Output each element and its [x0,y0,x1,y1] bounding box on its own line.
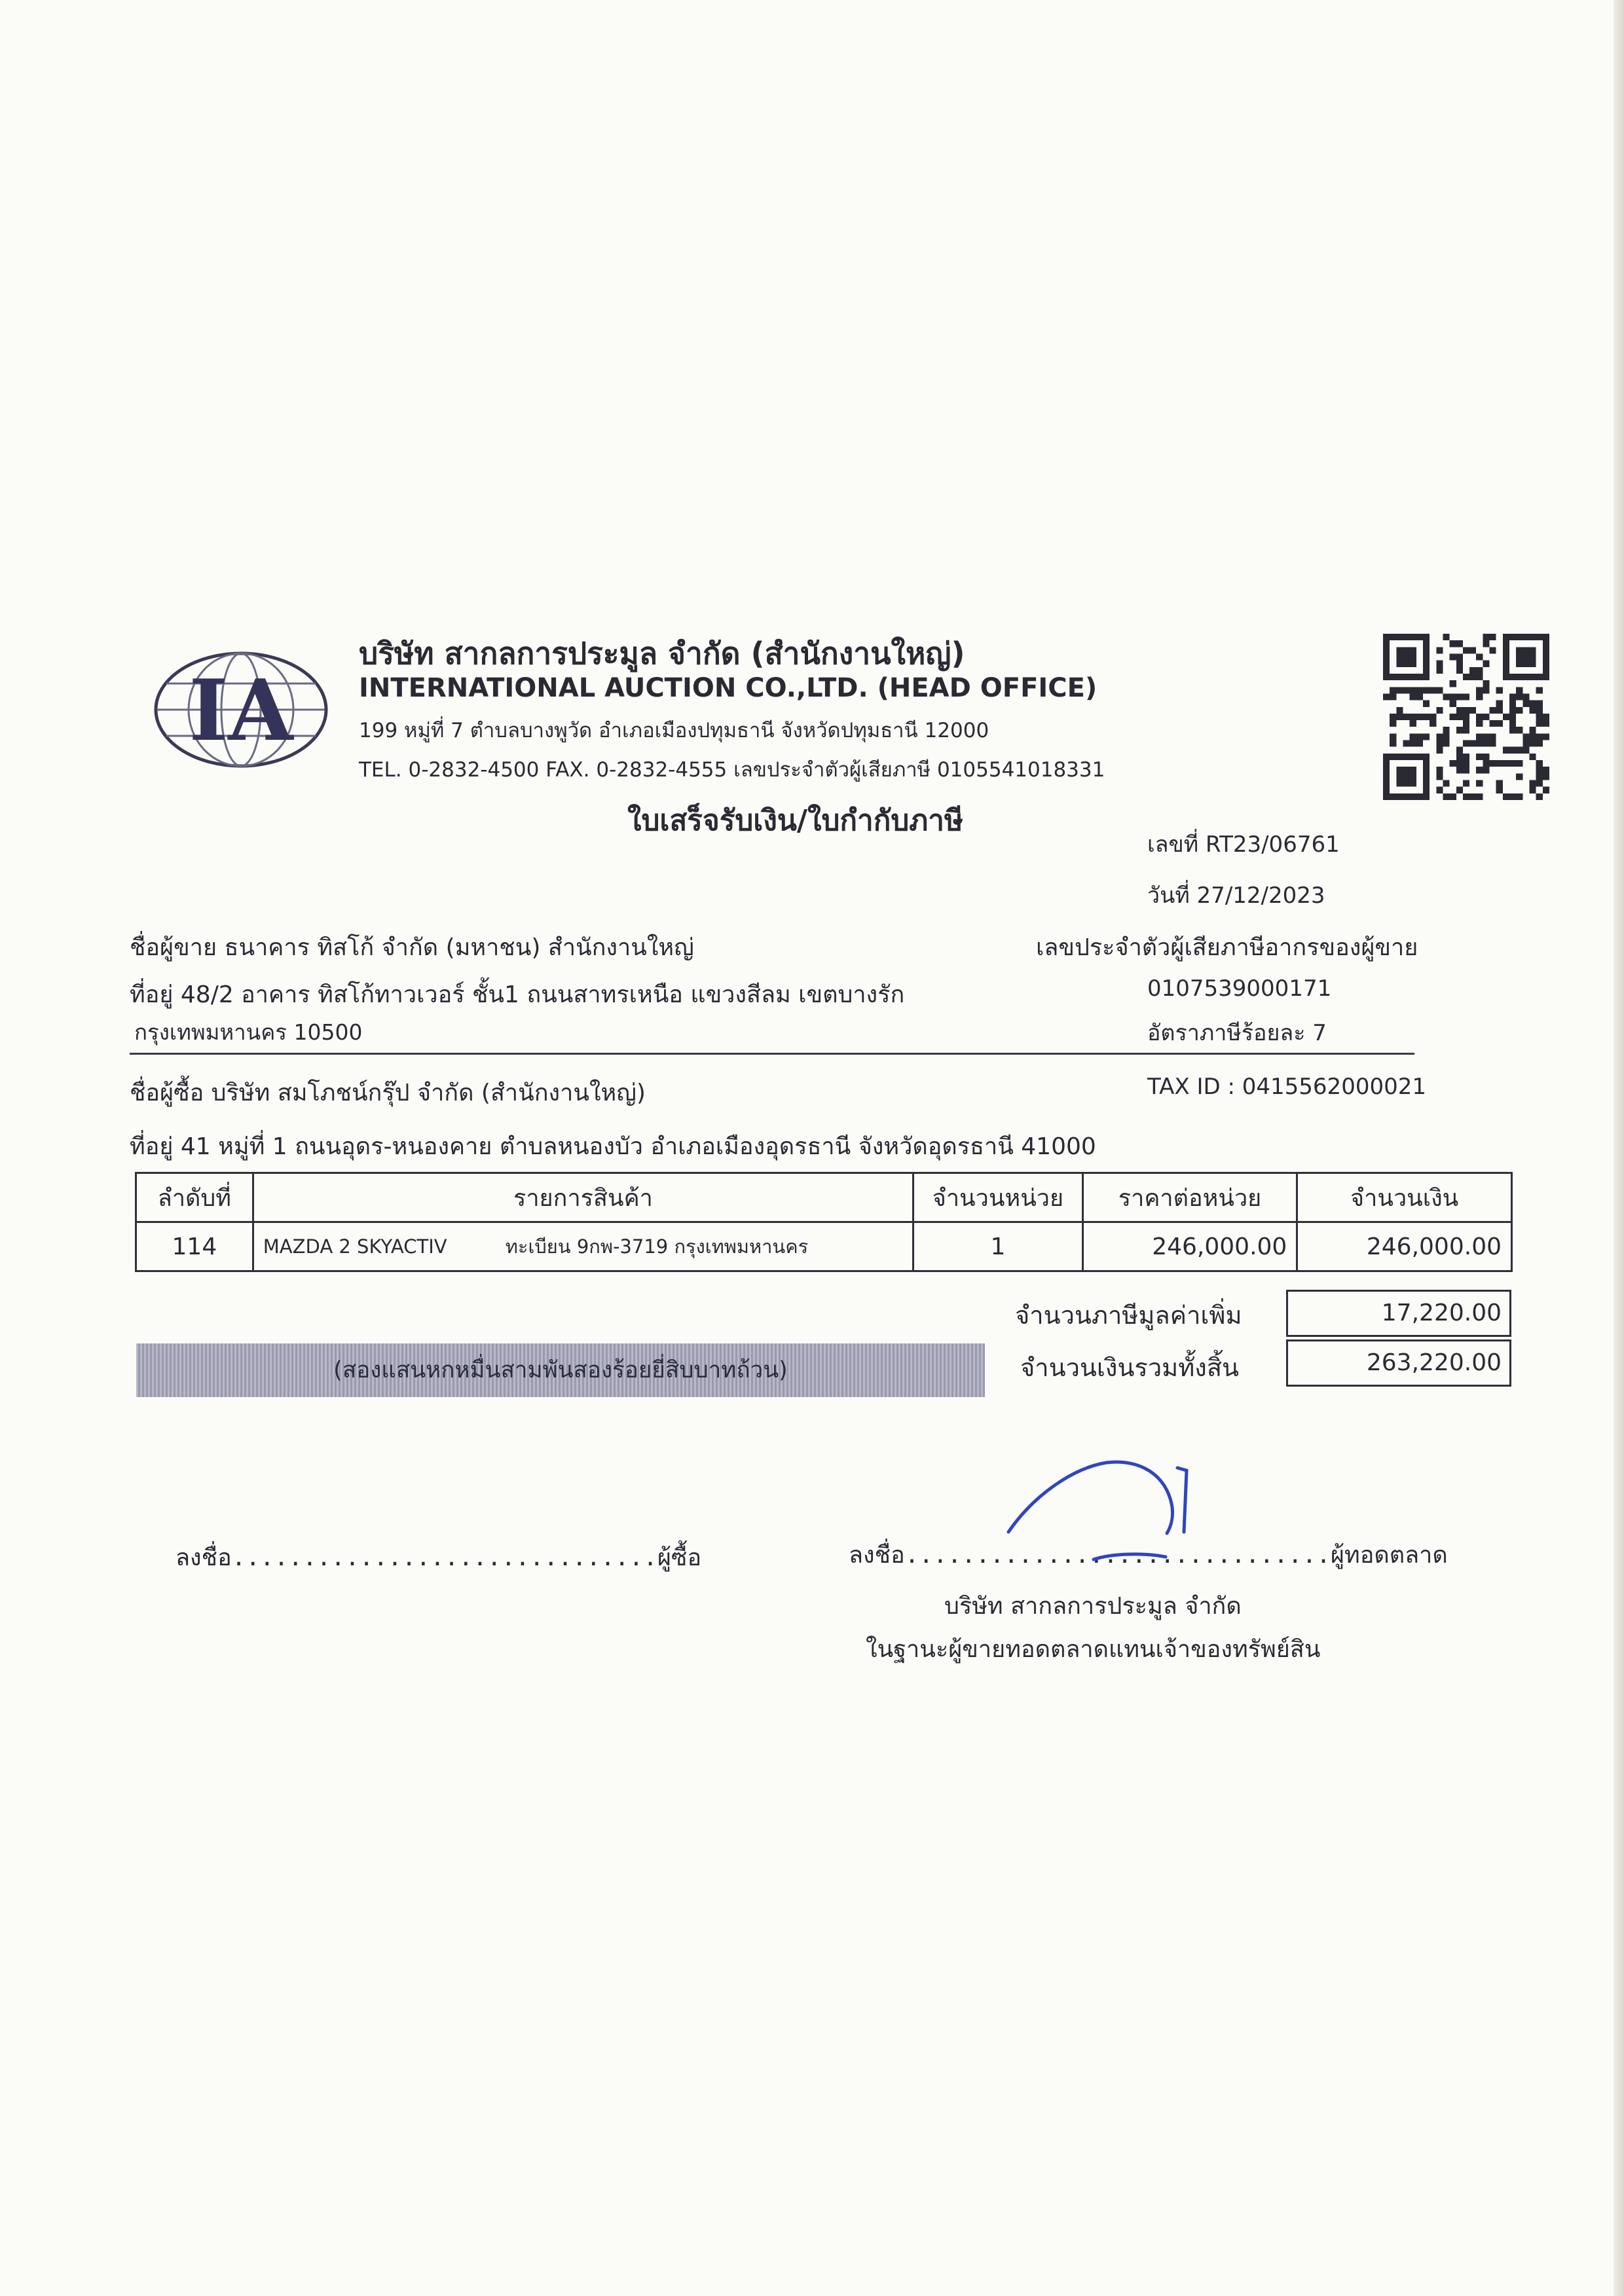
table-header-row [136,1173,1512,1222]
company-name-english: INTERNATIONAL AUCTION CO.,LTD. (HEAD OFFICE) [359,673,1098,703]
row-model: MAZDA 2 SKYACTIV [263,1235,447,1258]
company-address: 199 หมู่ที่ 7 ตำบลบางพูวัด อำเภอเมืองปทุมธานี จังหวัดปทุมธานี 12000 [359,719,989,742]
row-description [253,1222,913,1271]
header-quantity: จำนวนหน่วย [913,1173,1083,1222]
total-label: จำนวนเงินรวมทั้งสิ้น [1020,1353,1239,1382]
vat-amount: 17,220.00 [1286,1290,1511,1337]
seller-capacity: ในฐานะผู้ขายทอดตลาดแทนเจ้าของทรัพย์สิน [866,1636,1321,1663]
total-amount: 263,220.00 [1286,1339,1511,1387]
buyer-sign-prefix: ลงชื่อ [175,1544,232,1571]
handwritten-signature [995,1455,1205,1566]
buyer-name: ชื่อผู้ซื้อ บริษัท สมโภชน์กรุ๊ป จำกัด (สำนักงานใหญ่) [130,1080,646,1106]
company-name-thai: บริษัท สากลการประมูล จำกัด (สำนักงานใหญ่) [359,636,965,671]
document-title: ใบเสร็จรับเงิน/ใบกำกับภาษี [627,804,964,837]
vat-rate: อัตราภาษีร้อยละ 7 [1147,1020,1327,1046]
seller-tax-label: เลขประจำตัวผู้เสียภาษีอากรของผู้ขาย [1036,934,1418,961]
header-description: รายการสินค้า [253,1173,913,1222]
seller-role: ผู้ทอดตลาด [1330,1542,1448,1569]
buyer-signature-line [175,1539,701,1576]
seller-sign-prefix: ลงชื่อ [849,1542,905,1569]
header-no: ลำดับที่ [136,1173,253,1222]
company-contact: TEL. 0-2832-4500 FAX. 0-2832-4555 เลขประจำตัวผู้เสียภาษี 0105541018331 [359,758,1105,782]
header-amount: จำนวนเงิน [1297,1173,1512,1222]
header-unit-price: ราคาต่อหน่วย [1082,1173,1297,1222]
amount-in-words: (สองแสนหกหมื่นสามพันสองร้อยยี่สิบบาทถ้วน) [136,1343,985,1397]
seller-address-line2: กรุงเทพมหานคร 10500 [134,1019,363,1045]
page-edge [1614,0,1624,2296]
seller-address-line1: ที่อยู่ 48/2 อาคาร ทิสโก้ทาวเวอร์ ชั้น1 ถนนสาทรเหนือ แขวงสีลม เขตบางรัก [130,981,905,1008]
seller-name: ชื่อผู้ขาย ธนาคาร ทิสโก้ จำกัด (มหาชน) สำนักงานใหญ่ [130,934,694,961]
vat-label: จำนวนภาษีมูลค่าเพิ่ม [1015,1301,1242,1330]
divider [130,1053,1414,1055]
buyer-sign-dots: .............................. [231,1544,657,1571]
buyer-tax-id: TAX ID : 0415562000021 [1147,1074,1426,1100]
row-plate: ทะเบียน 9กพ-3719 กรุงเทพมหานคร [505,1235,809,1258]
row-unit-price: 246,000.00 [1082,1222,1297,1271]
row-no: 114 [136,1222,253,1271]
items-table [135,1172,1513,1272]
qr-code-icon [1383,634,1549,800]
seller-company: บริษัท สากลการประมูล จำกัด [944,1593,1242,1620]
document-date: วันที่ 27/12/2023 [1147,883,1325,909]
row-quantity: 1 [913,1222,1083,1271]
seller-sign-dots: .............................. [904,1542,1331,1569]
row-amount: 246,000.00 [1297,1222,1512,1271]
table-row [136,1222,1512,1271]
document-number: เลขที่ RT23/06761 [1147,831,1340,858]
seller-tax-id: 0107539000171 [1147,975,1332,1002]
globe-logo-icon [152,649,330,770]
logo-lettering: IA [189,662,293,760]
buyer-role: ผู้ซื้อ [657,1544,702,1571]
buyer-address: ที่อยู่ 41 หมู่ที่ 1 ถนนอุดร-หนองคาย ตำบลหนองบัว อำเภอเมืองอุดรธานี จังหวัดอุดรธานี 41000 [130,1133,1096,1160]
